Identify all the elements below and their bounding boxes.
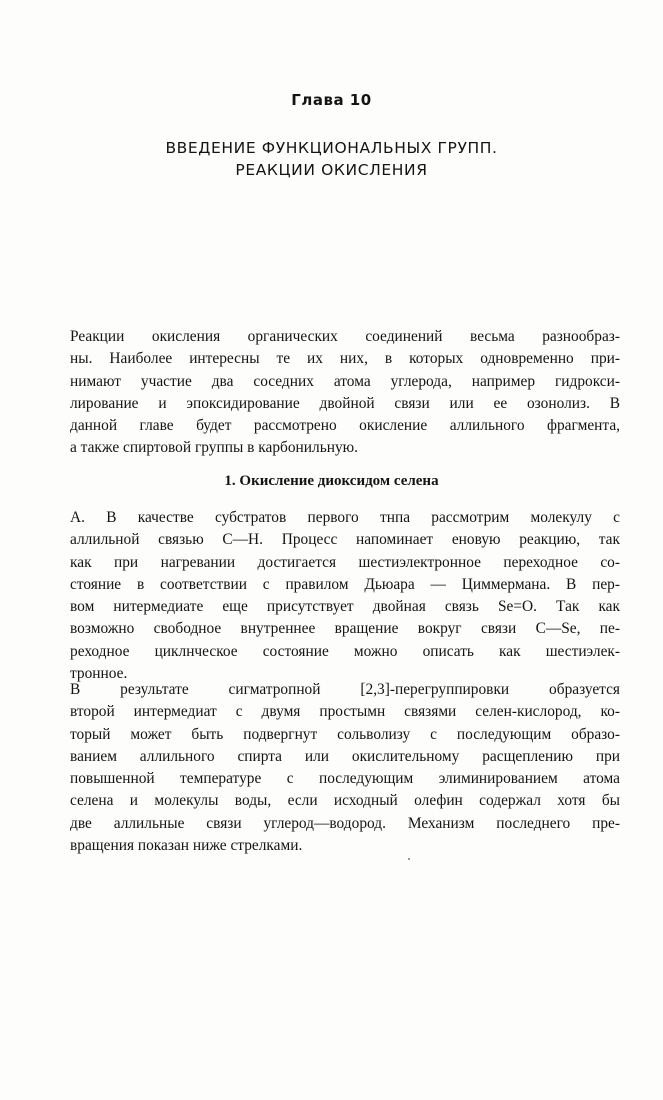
chapter-label: Глава 10 — [291, 91, 372, 109]
paragraph-a — [70, 507, 620, 685]
intro-paragraph — [70, 326, 620, 460]
text-line: торый может быть подвергнут сольволизу с последующим образо- — [70, 725, 620, 743]
section-heading: 1. Окисление диоксидом селена — [224, 473, 439, 489]
text-line: аллильной связью C—H. Процесс напоминает еновую реакцию, так — [70, 531, 620, 549]
text-line: а также спиртовой группы в карбонильную. — [70, 439, 358, 457]
paragraph-b — [70, 679, 620, 857]
text-line: стояние в соответствии с правилом Дьюара — Циммермана. В пер- — [70, 575, 620, 593]
text-line: Реакции окисления органических соединений весьма разнообраз- — [70, 328, 620, 345]
chapter-title-line: ВВЕДЕНИЕ ФУНКЦИОНАЛЬНЫХ ГРУПП. — [165, 139, 498, 157]
text-line: А. В качестве субстратов первого тнпа рассмотрим молекулу с — [70, 509, 620, 526]
text-line: данной главе будет рассмотрено окисление аллильного фрагмента, — [70, 417, 620, 435]
text-line: ны. Наиболее интересны те их них, в которых одновременно при- — [70, 350, 620, 368]
text-line: лирование и эпоксидирование двойной связи или ее озонолиз. В — [70, 394, 620, 412]
text-line: тронное. — [70, 665, 128, 683]
text-line: возможно свободное внутреннее вращение вокруг связи C—Se, пе- — [70, 620, 620, 638]
text-line: вращения показан ниже стрелками. — [70, 837, 303, 855]
text-line: ванием аллильного спирта или окислительному расщеплению при — [70, 747, 620, 765]
text-line: вом нитермедиате еще присутствует двойная связь Se=O. Так как — [70, 598, 620, 616]
text-line: две аллильные связи углерод—водород. Механизм последнего пре- — [70, 814, 620, 832]
chapter-title-line: РЕАКЦИИ ОКИСЛЕНИЯ — [235, 161, 428, 179]
chapter-title — [0, 137, 663, 181]
text-line: как при нагревании достигается шестиэлектронное переходное со- — [70, 553, 620, 571]
text-line: В результате сигматропной [2,3]-перегруппировки образуется — [70, 681, 620, 698]
text-line: второй интермедиат с двумя простымн связями селен-кислород, ко- — [70, 703, 620, 721]
scan-speck — [408, 858, 410, 860]
text-line: реходное циклнческое состояние можно описать как шестиэлек- — [70, 642, 620, 660]
text-line: повышенной температуре с последующим элиминированием атома — [70, 770, 620, 788]
text-line: нимают участие два соседних атома углерода, например гидрокси- — [70, 372, 620, 390]
text-line: селена и молекулы воды, если исходный олефин содержал хотя бы — [70, 792, 620, 810]
